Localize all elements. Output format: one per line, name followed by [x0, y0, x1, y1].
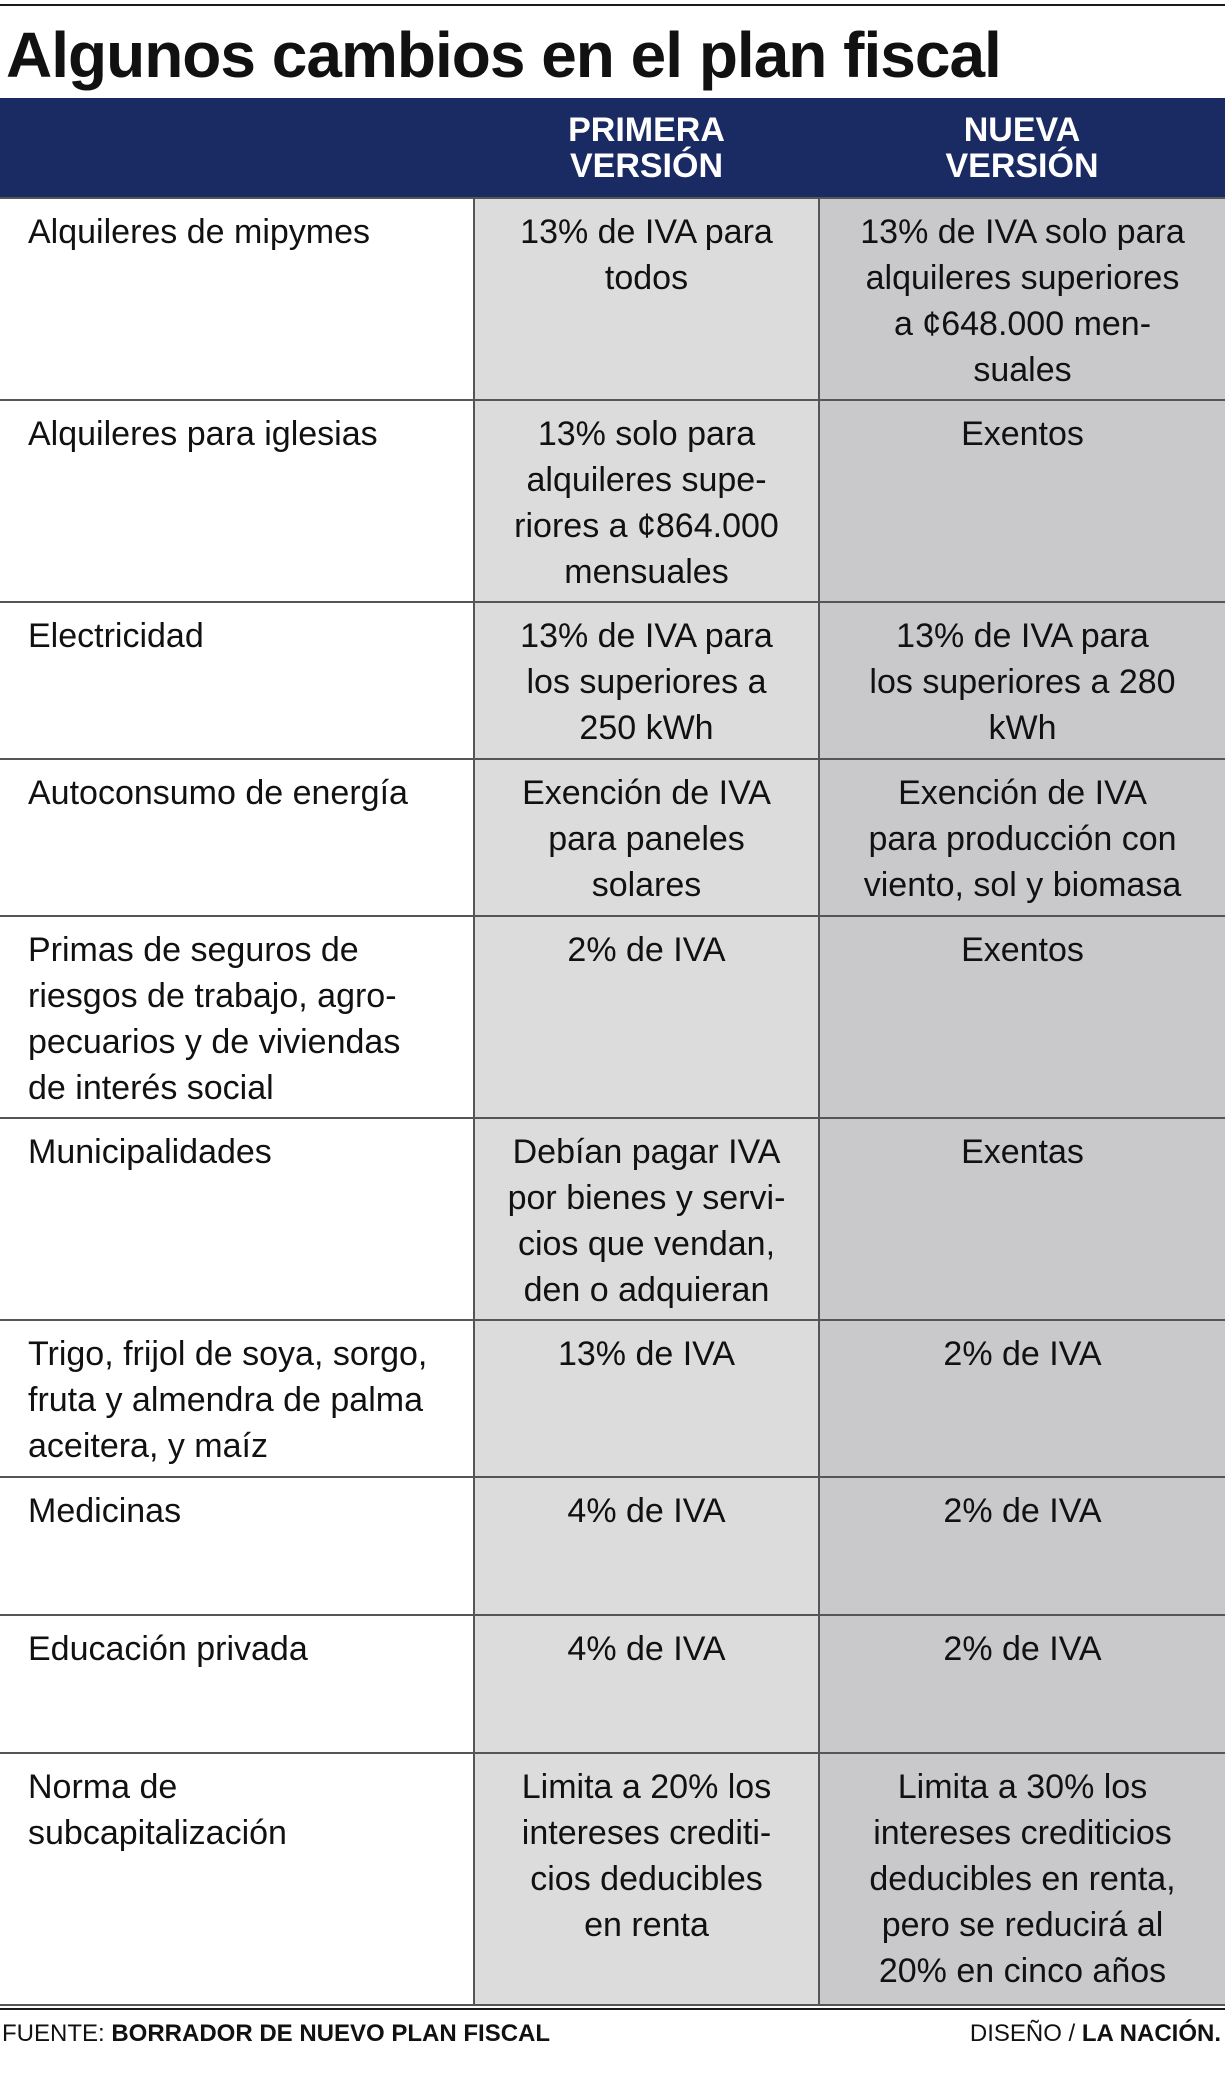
row-item-cell	[0, 916, 474, 1118]
cell-line: alquileres supe-	[526, 461, 767, 499]
table-row	[0, 1477, 1225, 1615]
cell-line: 13% de IVA solo para	[860, 213, 1185, 251]
table-row	[0, 1753, 1225, 2005]
design-label: DISEÑO /	[969, 2020, 1076, 2047]
cell-line: cios deducibles	[530, 1860, 763, 1898]
row-primera-cell	[474, 1615, 819, 1753]
cell-line: 2% de IVA	[943, 1492, 1102, 1530]
cell-line: pecuarios y de viviendas	[28, 1023, 401, 1061]
cell-line: 4% de IVA	[567, 1492, 726, 1530]
cell-line: Autoconsumo de energía	[28, 774, 408, 812]
design-value: LA NACIÓN.	[1081, 2020, 1221, 2047]
design-credit	[970, 2014, 1221, 2054]
row-primera-cell	[474, 1753, 819, 2005]
cell-line: Limita a 20% los	[521, 1768, 772, 1806]
cell-line: den o adquieran	[523, 1271, 770, 1309]
row-primera-cell	[474, 916, 819, 1118]
header-nueva-version	[819, 98, 1225, 198]
cell-line: viento, sol y biomasa	[863, 866, 1182, 904]
cell-line: aceitera, y maíz	[28, 1427, 268, 1465]
row-primera-cell	[474, 1477, 819, 1615]
row-primera-cell	[474, 759, 819, 916]
header-nueva-line-2: VERSIÓN	[945, 146, 1099, 185]
cell-line: 13% solo para	[537, 415, 756, 453]
cell-line: deducibles en renta,	[869, 1860, 1176, 1898]
cell-line: intereses crediti-	[521, 1814, 772, 1852]
header-primera-version	[474, 98, 819, 198]
table-row	[0, 1615, 1225, 1753]
cell-line: 13% de IVA para	[520, 213, 773, 251]
cell-line: Alquileres para iglesias	[28, 415, 378, 453]
header-nueva-line-1: NUEVA	[963, 110, 1081, 149]
row-nueva-cell	[819, 1615, 1225, 1753]
bottom-rule	[0, 2008, 1225, 2010]
cell-line: intereses crediticios	[873, 1814, 1172, 1852]
cell-line: subcapitalización	[28, 1814, 287, 1852]
row-item-cell	[0, 1753, 474, 2005]
row-nueva-cell	[819, 1320, 1225, 1477]
cell-line: 2% de IVA	[943, 1630, 1102, 1668]
cell-line: todos	[604, 259, 689, 297]
source-value: BORRADOR DE NUEVO PLAN FISCAL	[111, 2020, 551, 2047]
cell-line: Exentas	[961, 1133, 1084, 1171]
cell-line: Norma de	[28, 1768, 178, 1806]
table-row	[0, 759, 1225, 916]
row-item-cell	[0, 1118, 474, 1320]
cell-line: suales	[973, 351, 1072, 389]
table-row	[0, 1320, 1225, 1477]
cell-line: alquileres superiores	[865, 259, 1180, 297]
cell-line: 13% de IVA	[557, 1335, 736, 1373]
cell-line: mensuales	[564, 553, 729, 591]
cell-line: kWh	[988, 709, 1057, 747]
cell-line: Educación privada	[28, 1630, 308, 1668]
header-item	[0, 98, 474, 198]
table-row	[0, 198, 1225, 400]
cell-line: Trigo, frijol de soya, sorgo,	[28, 1335, 428, 1373]
cell-line: pero se reducirá al	[881, 1906, 1164, 1944]
cell-line: 2% de IVA	[943, 1335, 1102, 1373]
table-row	[0, 1118, 1225, 1320]
page-title: Algunos cambios en el plan fiscal	[6, 19, 1001, 91]
row-item-cell	[0, 1477, 474, 1615]
row-nueva-cell	[819, 198, 1225, 400]
cell-line: Medicinas	[28, 1492, 182, 1530]
cell-line: fruta y almendra de palma	[28, 1381, 423, 1419]
cell-line: Municipalidades	[28, 1133, 272, 1171]
cell-line: 250 kWh	[579, 709, 714, 747]
cell-line: Electricidad	[28, 617, 204, 655]
row-nueva-cell	[819, 759, 1225, 916]
row-primera-cell	[474, 1320, 819, 1477]
cell-line: riesgos de trabajo, agro-	[28, 977, 397, 1015]
cell-line: riores a ¢864.000	[514, 507, 779, 545]
footer	[0, 2014, 1225, 2054]
cell-line: los superiores a	[526, 663, 767, 701]
table-header	[0, 98, 1225, 198]
table-row	[0, 602, 1225, 759]
row-nueva-cell	[819, 1753, 1225, 2005]
row-nueva-cell	[819, 400, 1225, 602]
comparison-table	[0, 98, 1225, 2006]
header-row	[0, 98, 1225, 198]
cell-line: 20% en cinco años	[878, 1952, 1167, 1990]
row-primera-cell	[474, 1118, 819, 1320]
cell-line: Alquileres de mipymes	[28, 213, 371, 251]
table-row	[0, 400, 1225, 602]
row-item-cell	[0, 400, 474, 602]
row-primera-cell	[474, 198, 819, 400]
row-nueva-cell	[819, 1118, 1225, 1320]
row-nueva-cell	[819, 1477, 1225, 1615]
row-item-cell	[0, 759, 474, 916]
cell-line: 13% de IVA para	[896, 617, 1149, 655]
cell-line: Exentos	[961, 415, 1084, 453]
row-item-cell	[0, 602, 474, 759]
cell-line: Primas de seguros de	[28, 931, 359, 969]
row-item-cell	[0, 1615, 474, 1753]
row-item-cell	[0, 198, 474, 400]
row-nueva-cell	[819, 916, 1225, 1118]
cell-line: para paneles	[548, 820, 745, 858]
cell-line: a ¢648.000 men-	[893, 305, 1152, 343]
cell-line: cios que vendan,	[517, 1225, 776, 1263]
cell-line: 13% de IVA para	[520, 617, 773, 655]
header-primera-line-2: VERSIÓN	[569, 146, 724, 185]
cell-line: Exentos	[961, 931, 1084, 969]
table-body	[0, 198, 1225, 2005]
row-primera-cell	[474, 400, 819, 602]
cell-line: 2% de IVA	[567, 931, 726, 969]
cell-line: Debían pagar IVA	[512, 1133, 781, 1171]
table-row	[0, 916, 1225, 1118]
source-credit	[2, 2014, 550, 2054]
source-label: FUENTE:	[2, 2020, 105, 2047]
row-item-cell	[0, 1320, 474, 1477]
cell-line: 4% de IVA	[567, 1630, 726, 1668]
top-rule	[0, 4, 1225, 6]
cell-line: en renta	[584, 1906, 709, 1944]
cell-line: Limita a 30% los	[897, 1768, 1148, 1806]
row-primera-cell	[474, 602, 819, 759]
cell-line: Exención de IVA	[898, 774, 1147, 812]
cell-line: solares	[591, 866, 702, 904]
cell-line: para producción con	[868, 820, 1177, 858]
cell-line: por bienes y servi-	[507, 1179, 786, 1217]
row-nueva-cell	[819, 602, 1225, 759]
cell-line: los superiores a 280	[869, 663, 1176, 701]
cell-line: de interés social	[28, 1069, 274, 1107]
header-primera-line-1: PRIMERA	[568, 110, 725, 149]
cell-line: Exención de IVA	[522, 774, 771, 812]
